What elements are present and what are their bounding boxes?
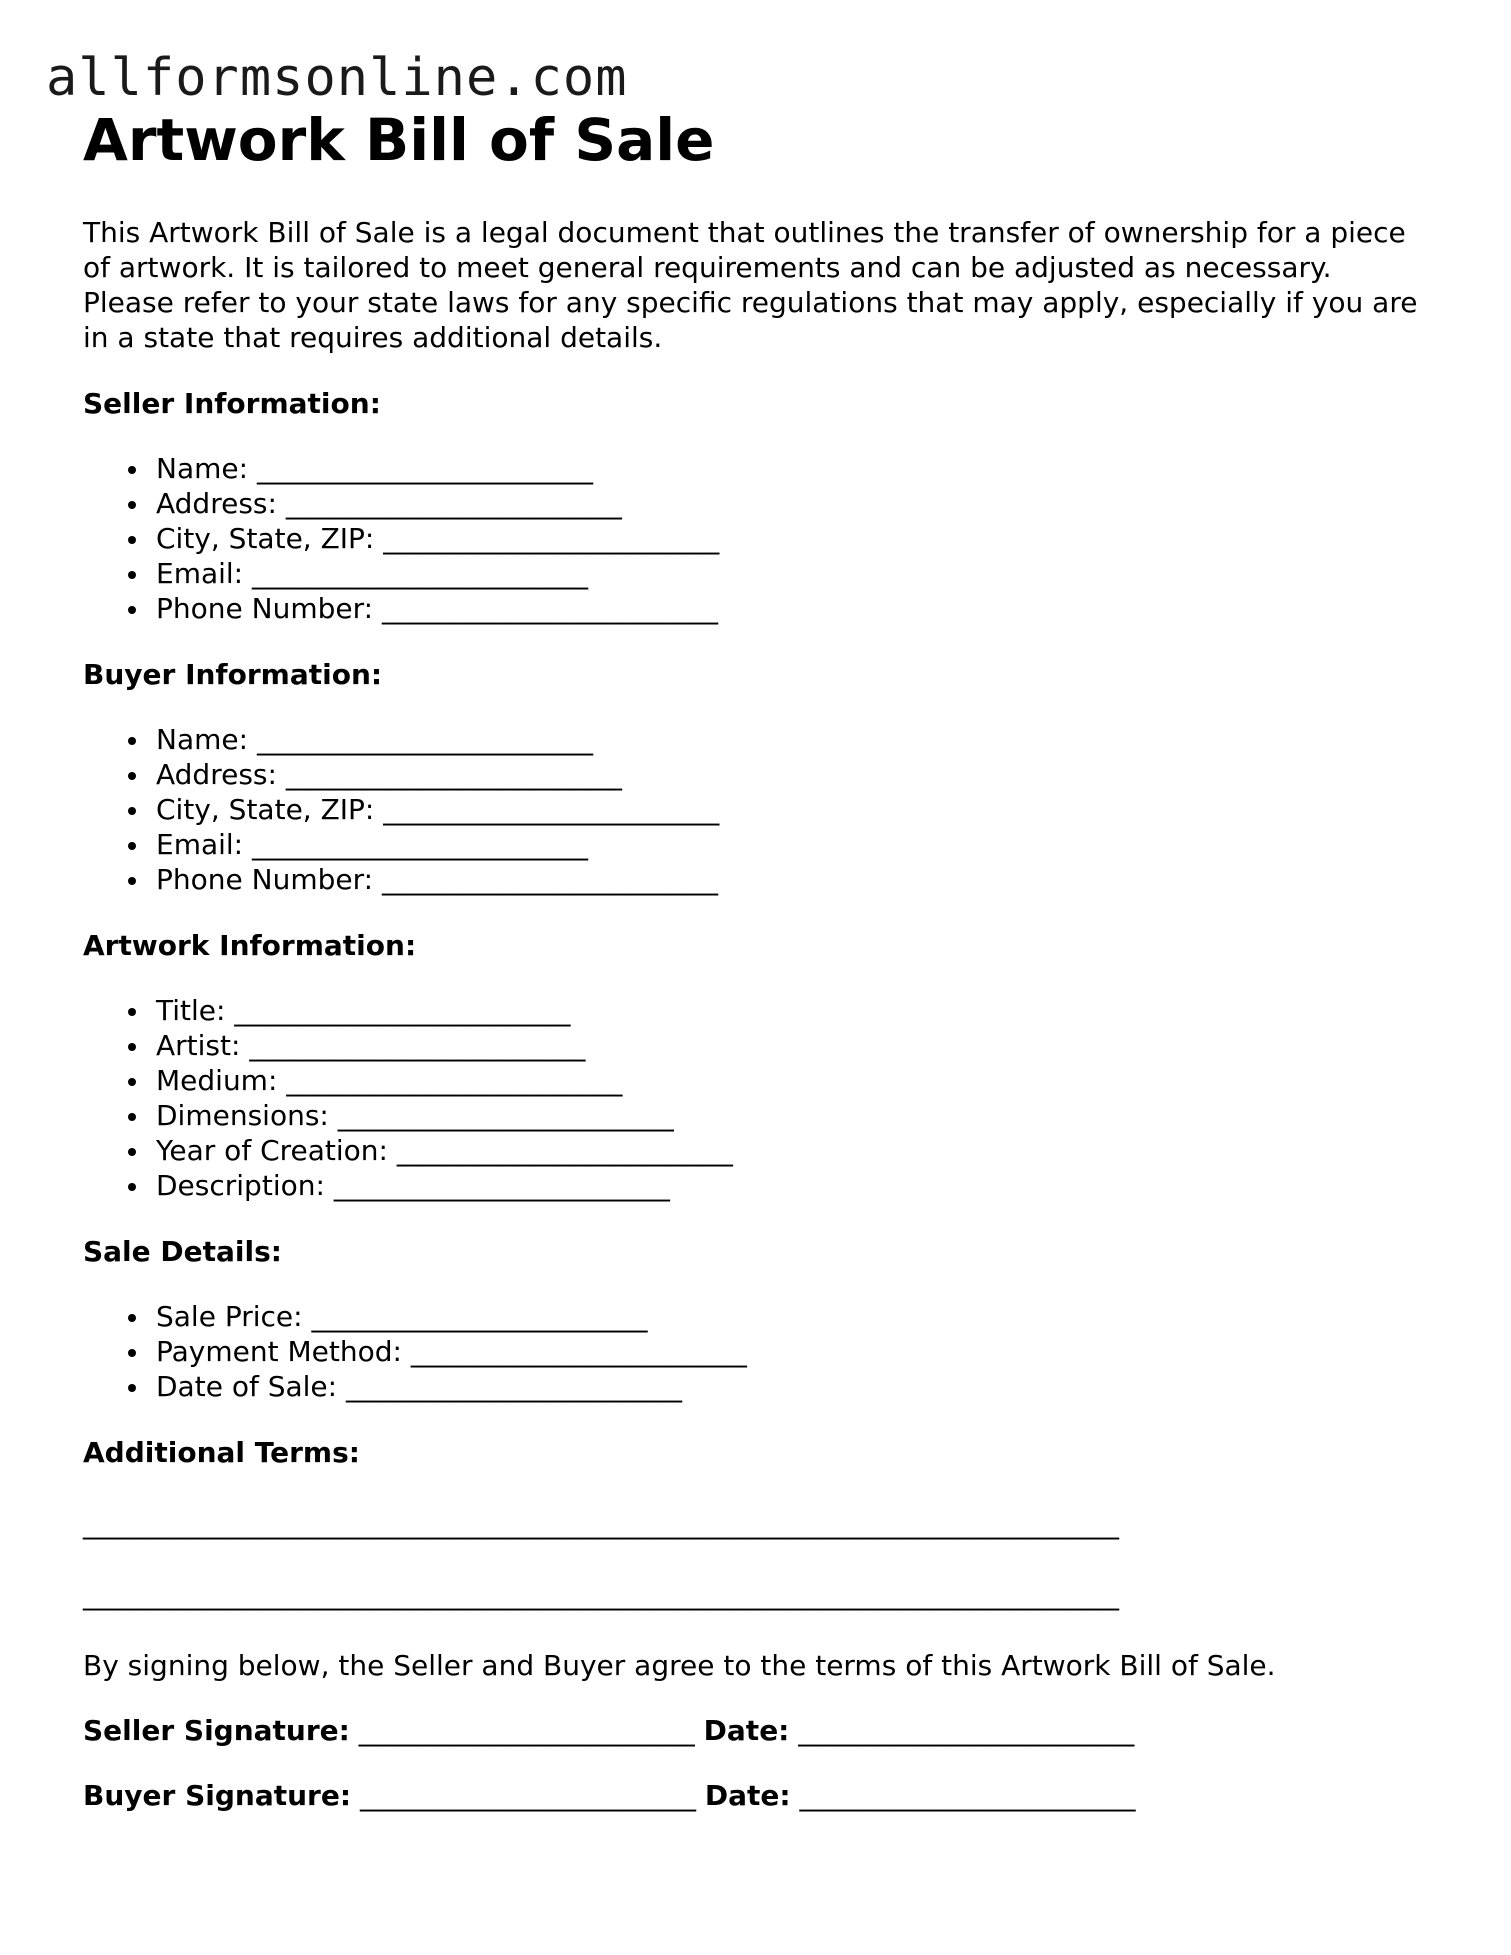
seller-date-line[interactable]: ________________________ — [798, 1714, 1135, 1747]
additional-terms-line-1[interactable]: __________________________________________________________________________ — [83, 1507, 1119, 1540]
blank-line: ________________________ — [381, 863, 718, 896]
buyer-date-label: Date: — [704, 1779, 791, 1812]
intro-paragraph: This Artwork Bill of Sale is a legal document that outlines the transfer of ownership for a piece of artwork. It is tailored to meet general requirements and can be adjusted as necessary. Please refer to your state laws for any specific regulations that may apply, especially if you are in a state that requires additional details. — [83, 216, 1418, 354]
artwork-artist-field[interactable]: Artist: ________________________ — [156, 1028, 1423, 1063]
buyer-signature-row — [83, 1778, 1423, 1813]
seller-city-state-zip-field[interactable]: City, State, ZIP: ________________________ — [156, 521, 1423, 556]
blank-line: ________________________ — [285, 758, 622, 791]
artwork-dimensions-field[interactable]: Dimensions: ________________________ — [156, 1098, 1423, 1133]
seller-date-label: Date: — [703, 1714, 790, 1747]
date-of-sale-field[interactable]: Date of Sale: ________________________ — [156, 1369, 1423, 1404]
sale-price-field[interactable]: Sale Price: ________________________ — [156, 1299, 1423, 1334]
seller-email-field[interactable]: Email: ________________________ — [156, 556, 1423, 591]
blank-line: ________________________ — [311, 1300, 648, 1333]
blank-line: ________________________ — [286, 1064, 623, 1097]
seller-heading: Seller Information: — [83, 387, 381, 420]
blank-line: ________________________ — [256, 452, 593, 485]
blank-line: ________________________ — [256, 723, 593, 756]
blank-line: ________________________ — [396, 1134, 733, 1167]
artwork-description-field[interactable]: Description: ________________________ — [156, 1168, 1423, 1203]
seller-name-field[interactable]: Name: ________________________ — [156, 451, 1423, 486]
blank-line: ________________________ — [383, 522, 720, 555]
artwork-title-field[interactable]: Title: ________________________ — [156, 993, 1423, 1028]
blank-line: ________________________ — [410, 1335, 747, 1368]
buyer-date-line[interactable]: ________________________ — [799, 1779, 1136, 1812]
blank-line: ________________________ — [285, 487, 622, 520]
blank-line: ________________________ — [381, 592, 718, 625]
seller-fields — [83, 451, 1423, 626]
bill-of-sale-document — [83, 105, 1423, 1813]
buyer-signature-line[interactable]: ________________________ — [359, 1779, 696, 1812]
blank-line: ________________________ — [346, 1370, 682, 1403]
additional-terms-heading: Additional Terms: — [83, 1436, 360, 1469]
additional-terms-line-2[interactable]: __________________________________________________________________________ — [83, 1578, 1119, 1611]
buyer-email-field[interactable]: Email: ________________________ — [156, 827, 1423, 862]
site-watermark: allformsonline.com — [46, 48, 628, 108]
buyer-phone-field[interactable]: Phone Number: ________________________ — [156, 862, 1423, 897]
buyer-city-state-zip-field[interactable]: City, State, ZIP: ________________________ — [156, 792, 1423, 827]
seller-signature-label: Seller Signature: — [83, 1714, 350, 1747]
blank-line: ________________________ — [252, 828, 589, 861]
seller-signature-row — [83, 1713, 1423, 1748]
buyer-signature-label: Buyer Signature: — [83, 1779, 352, 1812]
buyer-heading: Buyer Information: — [83, 658, 383, 691]
seller-phone-field[interactable]: Phone Number: ________________________ — [156, 591, 1423, 626]
blank-line: ________________________ — [333, 1169, 670, 1202]
buyer-address-field[interactable]: Address: ________________________ — [156, 757, 1423, 792]
blank-line: ________________________ — [234, 994, 571, 1027]
seller-address-field[interactable]: Address: ________________________ — [156, 486, 1423, 521]
blank-line: ________________________ — [337, 1099, 674, 1132]
seller-signature-line[interactable]: ________________________ — [358, 1714, 695, 1747]
agreement-statement: By signing below, the Seller and Buyer agree to the terms of this Artwork Bill of Sale. — [83, 1649, 1276, 1682]
artwork-fields — [83, 993, 1423, 1203]
buyer-name-field[interactable]: Name: ________________________ — [156, 722, 1423, 757]
artwork-heading: Artwork Information: — [83, 929, 417, 962]
document-title: Artwork Bill of Sale — [83, 106, 715, 174]
sale-details-heading: Sale Details: — [83, 1235, 282, 1268]
payment-method-field[interactable]: Payment Method: ________________________ — [156, 1334, 1423, 1369]
buyer-fields — [83, 722, 1423, 897]
artwork-year-field[interactable]: Year of Creation: ________________________ — [156, 1133, 1423, 1168]
sale-details-fields — [83, 1299, 1423, 1404]
blank-line: ________________________ — [383, 793, 720, 826]
artwork-medium-field[interactable]: Medium: ________________________ — [156, 1063, 1423, 1098]
blank-line: ________________________ — [252, 557, 589, 590]
blank-line: ________________________ — [249, 1029, 586, 1062]
